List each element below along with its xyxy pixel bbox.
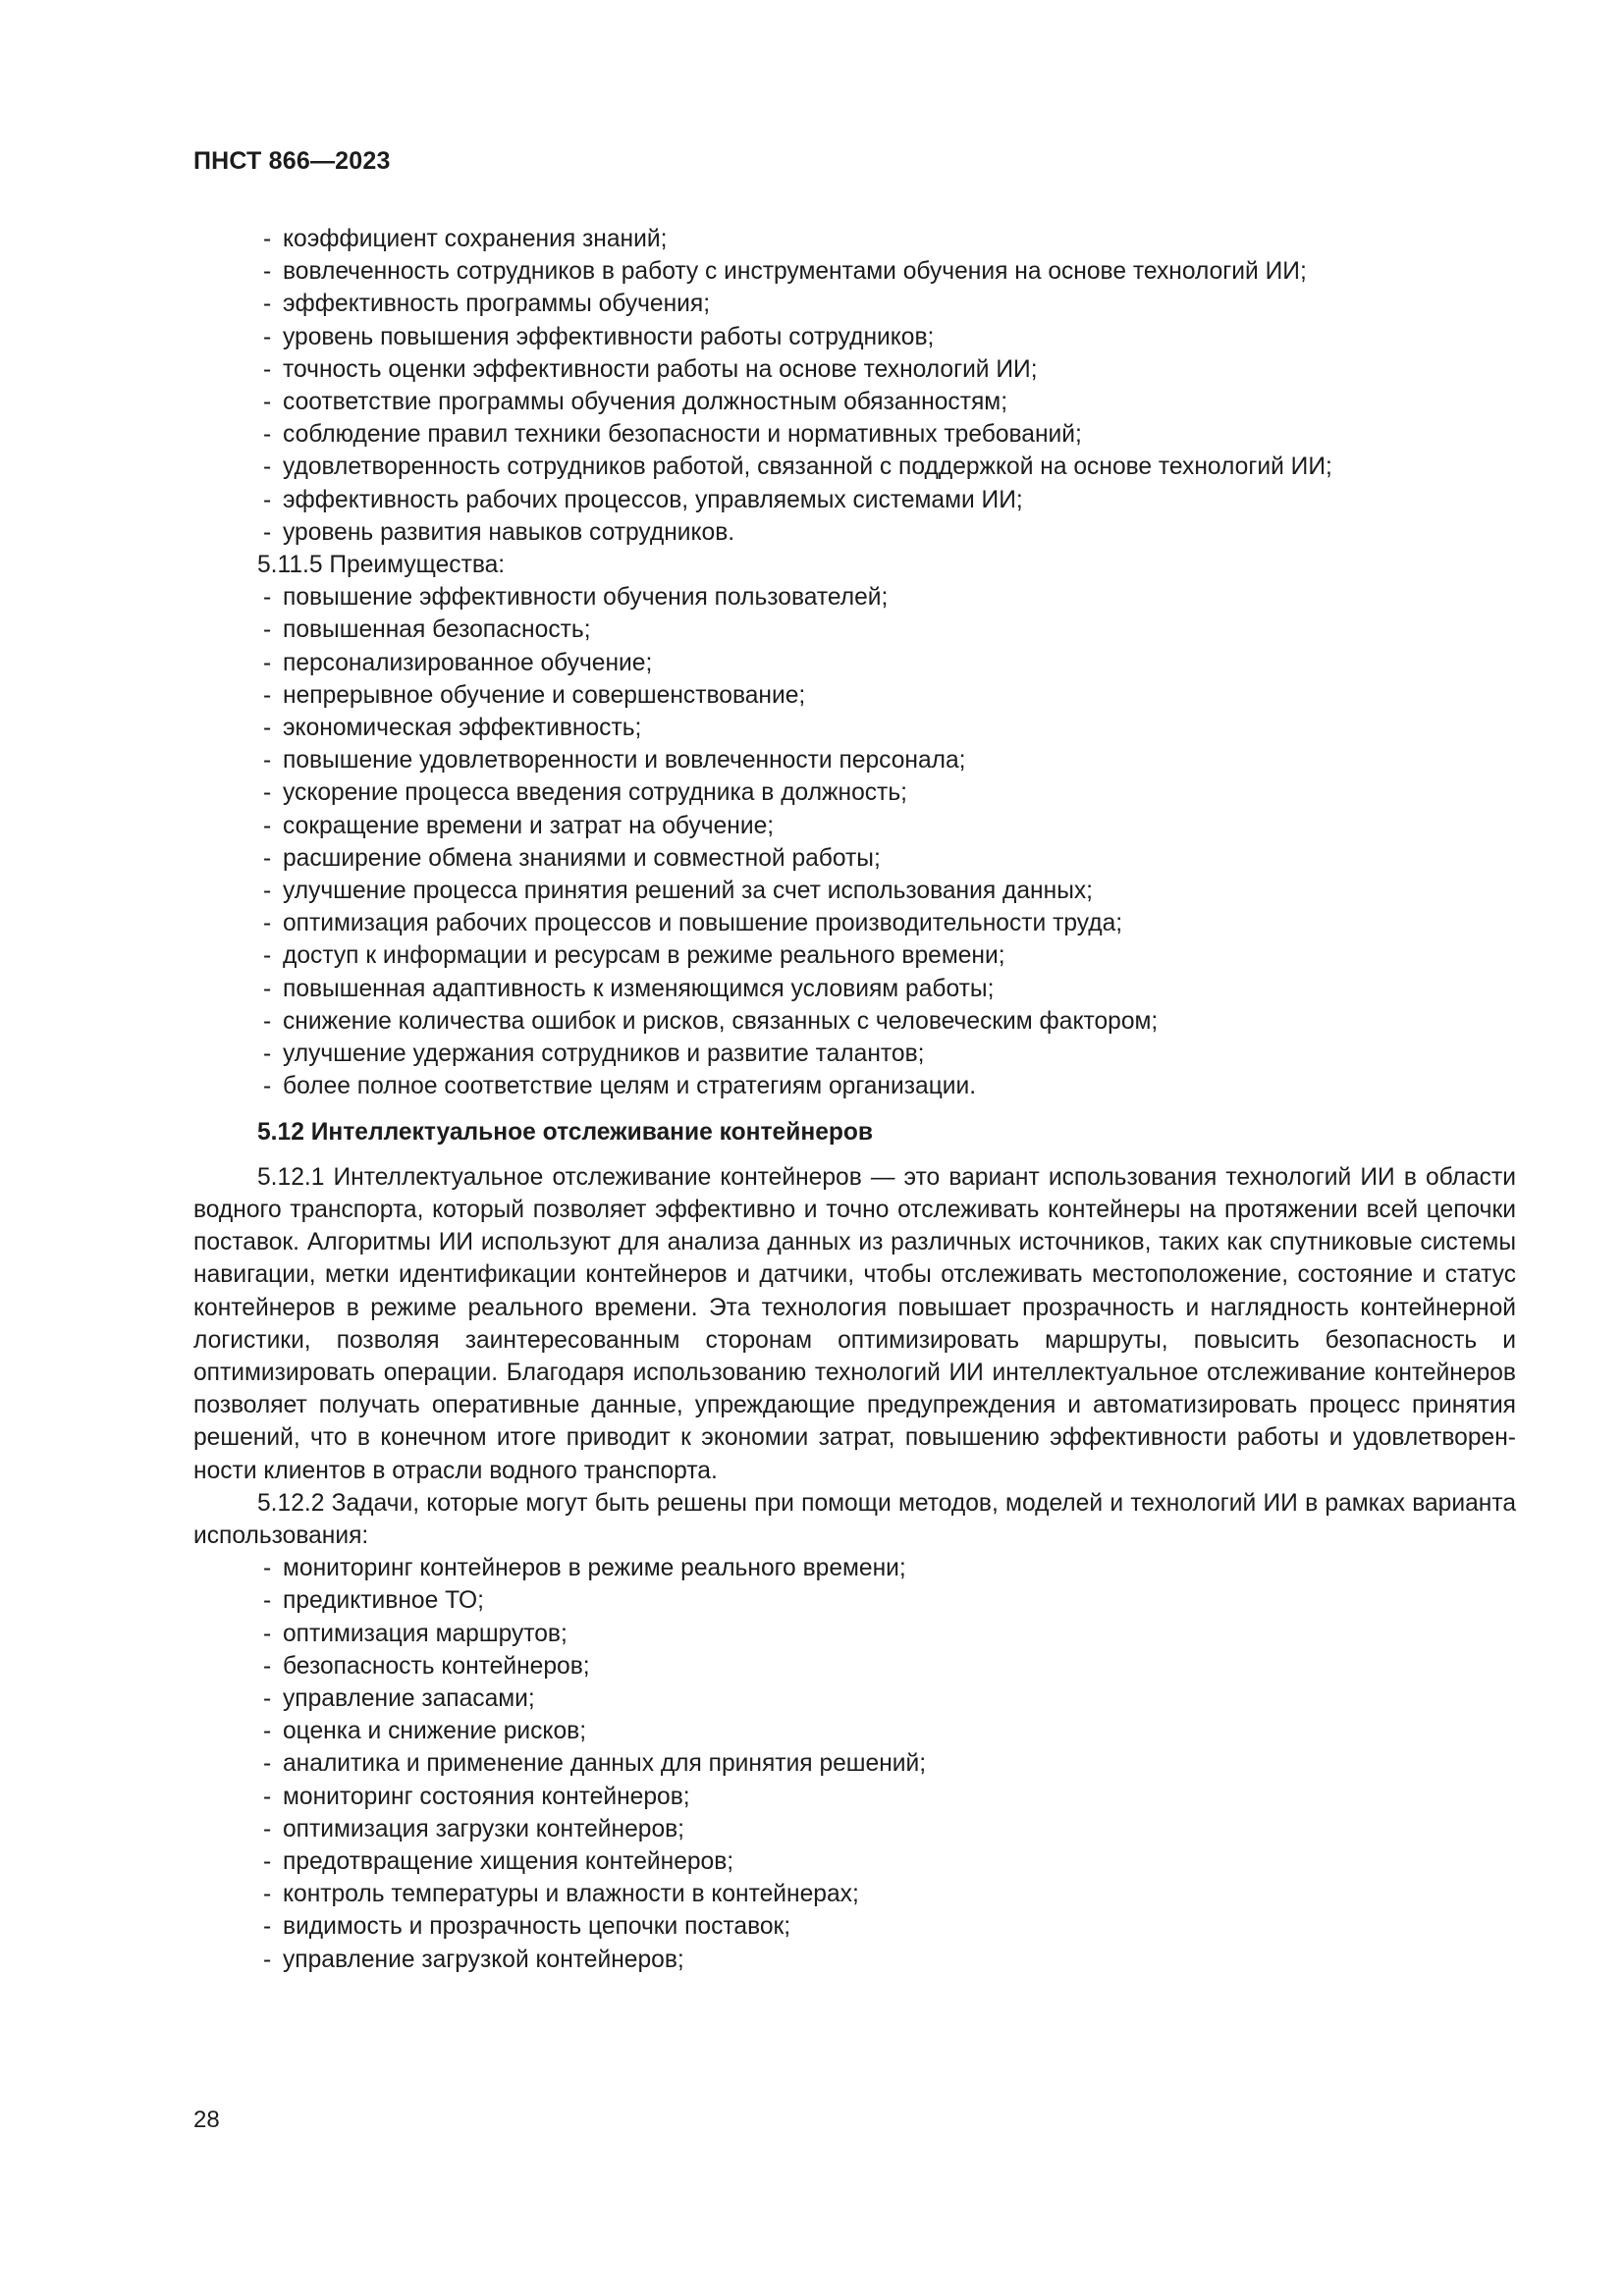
list-item: - сокращение времени и затрат на обучение;	[193, 810, 1516, 842]
list-item: - ускорение процесса введения сотрудника в должность;	[193, 776, 1516, 809]
list-item: - повышенная адаптивность к изменяющимся условиям работы;	[193, 973, 1516, 1005]
list-item: - мониторинг состояния контейнеров;	[193, 1781, 1516, 1813]
list-item: - повышение эффективности обучения пользователей;	[193, 581, 1516, 614]
list-item: - экономическая эффективность;	[193, 712, 1516, 744]
list-item: - персонализированное обучение;	[193, 647, 1516, 679]
subsection-heading-5-11-5: 5.11.5 Преимущества:	[257, 552, 506, 579]
list-item: - уровень развития навыков сотрудников.	[193, 516, 1516, 549]
list-item: - расширение обмена знаниями и совместной работы;	[193, 842, 1516, 875]
list-item: - повышение удовлетворенности и вовлеченности персонала;	[193, 744, 1516, 776]
list-item: - уровень повышения эффективности работы сотрудников;	[193, 321, 1516, 353]
list-item: - контроль температуры и влажности в контейнерах;	[193, 1878, 1516, 1910]
list-item: - предотвращение хищения контейнеров;	[193, 1845, 1516, 1878]
list-item: - безопасность контейнеров;	[193, 1650, 1516, 1682]
page-number: 28	[193, 2107, 220, 2133]
list-item: - вовлеченность сотрудников в работу с инструментами обучения на основе технологий ИИ;	[193, 255, 1516, 288]
list-item: - оптимизация рабочих процессов и повышение производительности труда;	[193, 907, 1516, 939]
page-content	[193, 223, 1516, 1976]
list-item: - более полное соответствие целям и стратегиям организации.	[193, 1070, 1516, 1102]
list-item: - оптимизация загрузки контейнеров;	[193, 1813, 1516, 1845]
list-item: - улучшение процесса принятия решений за счет использования данных;	[193, 875, 1516, 907]
tasks-list	[193, 1552, 1516, 1976]
list-item: - удовлетворенность сотрудников работой, связанной с поддержкой на основе технологий ИИ;	[193, 451, 1516, 483]
list-item: - управление запасами;	[193, 1682, 1516, 1715]
list-item: - точность оценки эффективности работы на основе технологий ИИ;	[193, 353, 1516, 386]
list-item: - аналитика и применение данных для принятия решений;	[193, 1747, 1516, 1780]
list-item: - соответствие программы обучения должностным обязанностям;	[193, 386, 1516, 418]
metrics-list	[193, 223, 1516, 549]
list-item: - непрерывное обучение и совершенствование;	[193, 679, 1516, 712]
list-item: - оценка и снижение рисков;	[193, 1715, 1516, 1747]
list-item: - мониторинг контейнеров в режиме реального времени;	[193, 1552, 1516, 1584]
section-title-5-12: 5.12 Интеллектуальное отслеживание контейнеров	[257, 1119, 874, 1147]
paragraph-5-12-2: 5.12.2 Задачи, которые могут быть решены при помощи методов, моделей и технологий ИИ в рамках варианта использования:	[193, 1489, 1516, 1549]
list-item: - эффективность рабочих процессов, управляемых системами ИИ;	[193, 484, 1516, 516]
paragraph-5-12-1: 5.12.1 Интеллектуальное отслеживание контейнеров — это вариант использования технологий ИИ в области водного транспорта, который позволяет эффективно и точно отслеживать контейнеры на протяжении всей цепочки поставок. Алгоритмы ИИ используют для анализа данных из различных источников, таких как спутниковые системы навигации, метки идентификации контейнеров и датчики, чтобы отслеживать местоположение, состояние и статус контейнеров в режиме реального времени. Эта технология повышает прозрачность и наглядность контейнерной логистики, позволяя заинтересованным сторонам оптимизировать маршруты, повысить безопасность и оптимизировать операции. Благодаря использованию технологий ИИ интеллектуальное отслеживание контейнеров позволяет получать оперативные данные, упреждающие предупреждения и автоматизировать процесс принятия решений, что в конечном итоге приводит к экономии затрат, повышению эффективности работы и удовлетворенности клиентов в отрасли водного транспорта.	[193, 1163, 1516, 1484]
list-item: - улучшение удержания сотрудников и развитие талантов;	[193, 1038, 1516, 1070]
list-item: - повышенная безопасность;	[193, 614, 1516, 646]
list-item: - оптимизация маршрутов;	[193, 1618, 1516, 1650]
list-item: - эффективность программы обучения;	[193, 288, 1516, 320]
list-item: - предиктивное ТО;	[193, 1584, 1516, 1617]
advantages-list	[193, 581, 1516, 1102]
list-item: - коэффициент сохранения знаний;	[193, 223, 1516, 255]
document-header-id: ПНСТ 866—2023	[193, 147, 391, 175]
list-item: - управление загрузкой контейнеров;	[193, 1944, 1516, 1976]
list-item: - доступ к информации и ресурсам в режиме реального времени;	[193, 939, 1516, 972]
list-item: - соблюдение правил техники безопасности и нормативных требований;	[193, 418, 1516, 451]
list-item: - видимость и прозрачность цепочки поставок;	[193, 1910, 1516, 1943]
list-item: - снижение количества ошибок и рисков, связанных с человеческим фактором;	[193, 1005, 1516, 1038]
